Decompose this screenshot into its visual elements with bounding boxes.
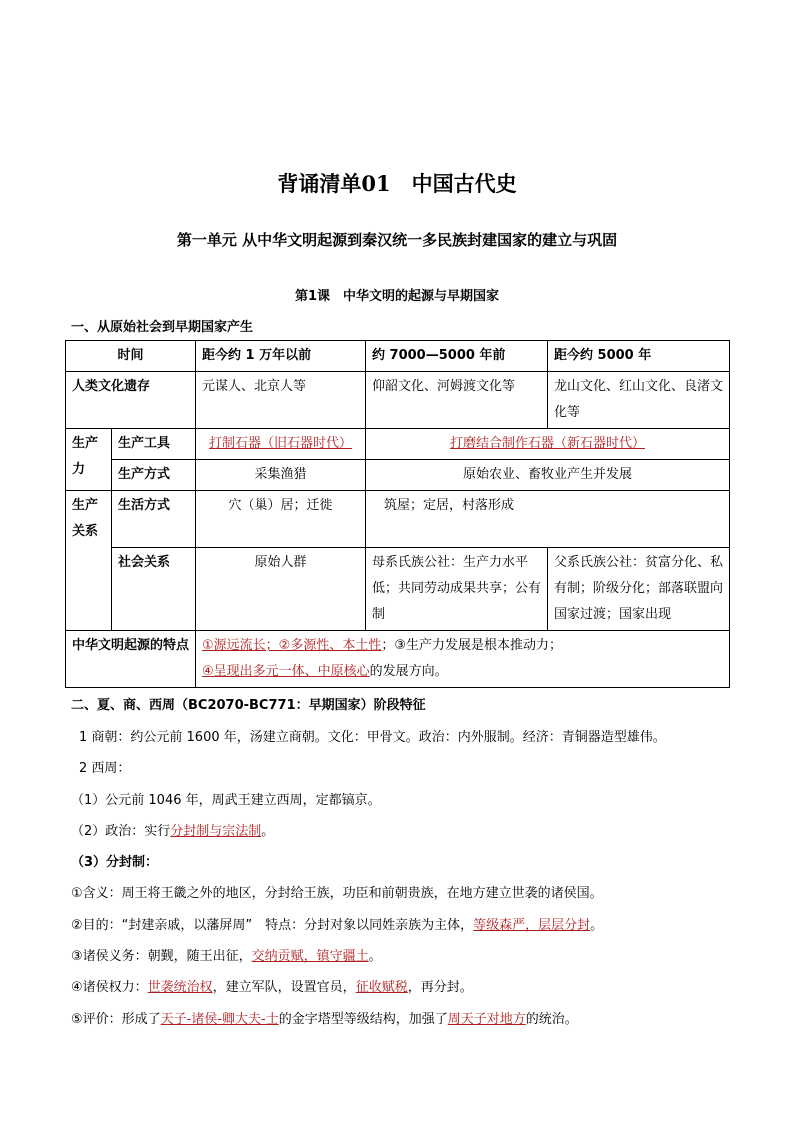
red-underline-text: 征收赋税 (355, 980, 408, 996)
red-underline-text: 世袭统治权 (147, 980, 213, 996)
table-row (66, 491, 730, 548)
table-row (66, 631, 730, 688)
origin-line-2 (202, 659, 723, 685)
table-row (66, 548, 730, 631)
table-header-period3: 距今约 5000 年 (548, 341, 730, 372)
line-text: 的统治。 (525, 1011, 578, 1027)
table-cell: 原始农业、畜牧业产生并发展 (366, 460, 730, 491)
line-text: 的金字塔型等级结构，加强了 (278, 1011, 448, 1027)
table-cell: 原始人群 (196, 548, 366, 631)
line-text: ③诸侯义务：朝觐，随王出征， (71, 949, 252, 965)
red-underline-text: 天子-诸侯-卿大夫-士 (160, 1011, 279, 1027)
line-text: ，再分封。 (407, 980, 473, 996)
line-text: ②目的：“封建亲戚，以藩屏周” 特点：分封对象以同姓亲族为主体， (71, 917, 474, 933)
table-cell: 仰韶文化、河姆渡文化等 (366, 372, 548, 429)
origin-line-1 (202, 633, 723, 659)
table-cell (366, 491, 730, 548)
table-header-period1: 距今约 1 万年以前 (196, 341, 366, 372)
row-label-tools: 生产工具 (112, 429, 196, 460)
red-underline-text: ①源远流长；②多源性、本土性 (202, 638, 382, 653)
red-underline-text: 等级森严，层层分封 (473, 917, 591, 933)
row-label-social: 社会关系 (112, 548, 196, 631)
table-header-period2: 约 7000—5000 年前 (366, 341, 548, 372)
table-cell: 采集渔猎 (196, 460, 366, 491)
table-cell (196, 429, 366, 460)
row-label-mode: 生产方式 (112, 460, 196, 491)
line-text: 。 (261, 823, 275, 839)
section-heading-1: 一、从原始社会到早期国家产生 (71, 320, 254, 335)
note-line-p3: （3）分封制： (71, 855, 159, 871)
note-line-duties (71, 941, 731, 972)
red-underline-text: ④呈现出多元一体、中原核心 (202, 664, 370, 679)
note-line-meaning: ①含义：周王将王畿之外的地区，分封给王族，功臣和前朝贵族，在地方建立世袭的诸侯国。 (71, 886, 603, 902)
line-text: 。 (368, 949, 382, 965)
note-line-p1: （1）公元前 1046 年，周武王建立西周，定都镐京。 (71, 792, 381, 808)
table-cell: 元谋人、北京人等 (196, 372, 366, 429)
row-label-life: 生活方式 (112, 491, 196, 548)
note-line-xizhou: 2 西周： (79, 761, 131, 777)
section-heading-2: 二、夏、商、西周（BC2070-BC771：早期国家）阶段特征 (71, 698, 426, 713)
row-label-productive-force: 生产力 (66, 429, 112, 491)
table-cell: 母系氏族公社：生产力水平低；共同劳动成果共享；公有制 (366, 548, 548, 631)
row-label-relations: 生产关系 (66, 491, 112, 631)
line-text: ，建立军队，设置官员， (212, 980, 356, 996)
unit-title: 第一单元 从中华文明起源到秦汉统一多民族封建国家的建立与巩固 (176, 231, 618, 249)
note-line-p2 (71, 816, 731, 847)
table-row (66, 460, 730, 491)
table-header-time: 时间 (66, 341, 196, 372)
row-label-culture: 人类文化遗存 (66, 372, 196, 429)
table-row (66, 372, 730, 429)
cell-text: ；③生产力发展是根本推动力； (381, 638, 562, 653)
note-line-rights (71, 972, 731, 1003)
cell-text: 筑屋；定居，村落形成 (384, 498, 515, 513)
red-underline-text: 打制石器（旧石器时代） (209, 436, 353, 451)
table-cell: 父系氏族公社：贫富分化、私有制；阶级分化；部落联盟向国家过渡；国家出现 (548, 548, 730, 631)
red-underline-text: 周天子对地方 (447, 1011, 526, 1027)
line-text: 。 (590, 917, 604, 933)
table-cell: 龙山文化、红山文化、良渚文化等 (548, 372, 730, 429)
table-row (66, 429, 730, 460)
line-text: ⑤评价：形成了 (71, 1011, 161, 1027)
red-underline-text: 交纳贡赋，镇守疆土 (251, 949, 369, 965)
line-text: （2）政治：实行 (71, 823, 171, 839)
civilization-table (65, 340, 730, 688)
table-cell (366, 429, 730, 460)
document-title: 背诵清单01 中国古代史 (277, 171, 517, 196)
line-text: ④诸侯权力： (71, 980, 148, 996)
red-underline-text: 打磨结合制作石器（新石器时代） (450, 436, 646, 451)
lesson-title: 第1课 中华文明的起源与早期国家 (294, 289, 500, 304)
row-label-origin: 中华文明起源的特点 (66, 631, 196, 688)
notes-body (71, 722, 731, 1035)
note-line-purpose (71, 910, 731, 941)
cell-text: 的发展方向。 (369, 664, 448, 679)
note-line-shang: 1 商朝：约公元前 1600 年，汤建立商朝。文化：甲骨文。政治：内外服制。经济：青铜器造型雄伟。 (79, 730, 666, 745)
red-underline-text: 分封制与宗法制 (170, 823, 262, 839)
note-line-evaluation (71, 1004, 731, 1035)
table-cell (196, 631, 730, 688)
table-row (66, 341, 730, 372)
table-cell: 穴（巢）居；迁徙 (196, 491, 366, 548)
